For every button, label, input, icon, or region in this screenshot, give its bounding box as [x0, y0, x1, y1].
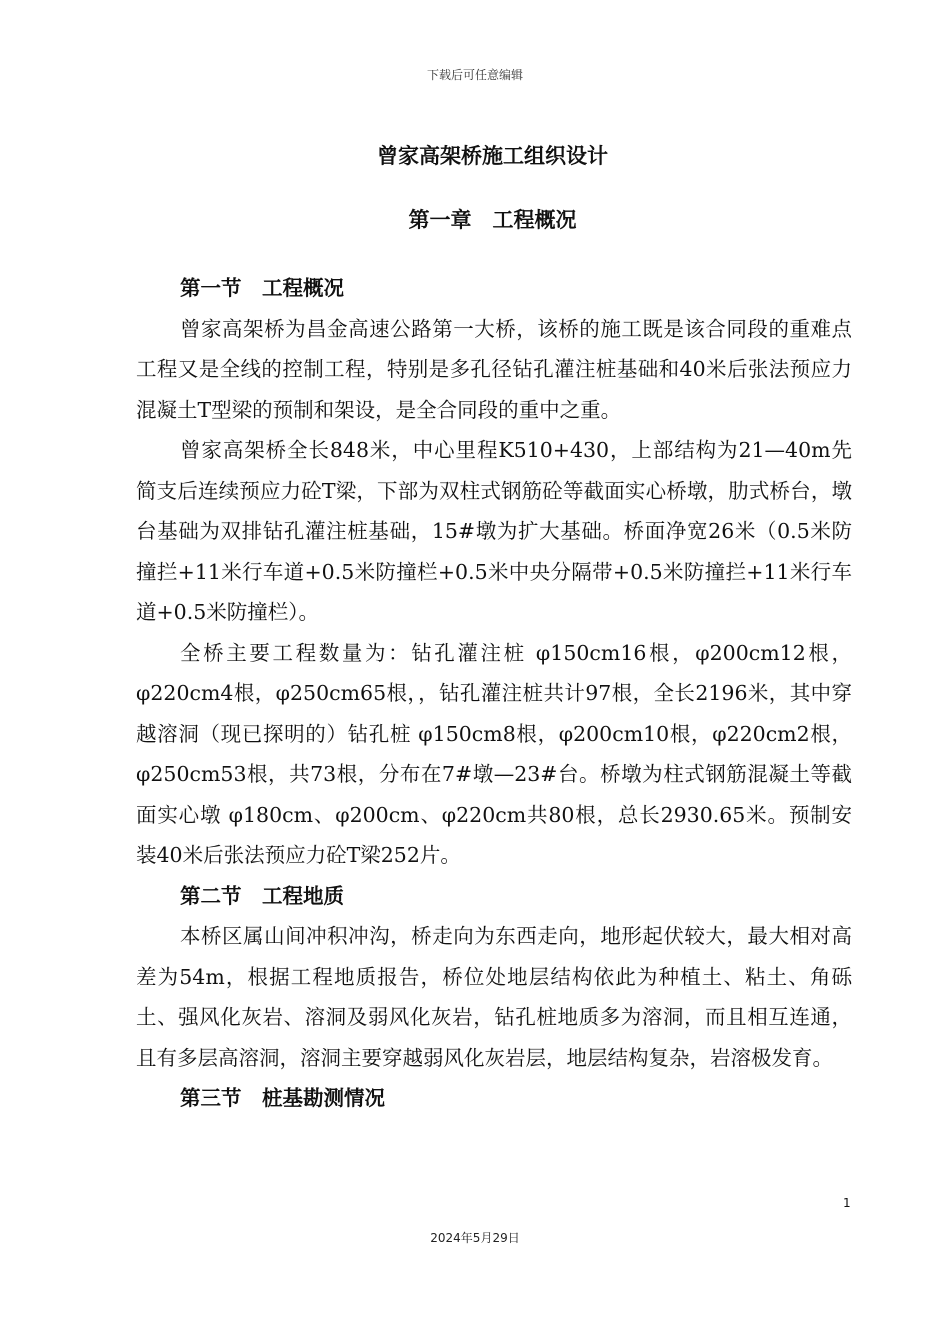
paragraph: 本桥区属山间冲积冲沟，桥走向为东西走向，地形起伏较大，最大相对高差为54m，根据工程地质报告，桥位处地层结构依此为种植土、粘土、角砾土、强风化灰岩、溶洞及弱风化灰岩，钻孔桩地质多为溶洞，而且相互连通，且有多层高溶洞，溶洞主要穿越弱风化灰岩层，地层结构复杂，岩溶极发育。	[136, 924, 852, 1070]
footer-date: 2024年5月29日	[430, 1231, 520, 1245]
chapter-title: 第一章 工程概况	[408, 208, 577, 232]
paragraph: 曾家高架桥全长848米，中心里程K510+430，上部结构为21—40m先简支后连续预应力砼T梁，下部为双柱式钢筋砼等截面实心桥墩，肋式桥台，墩台基础为双排钻孔灌注桩基础，15#墩为扩大基础。桥面净宽26米（0.5米防撞拦+11米行车道+0.5米防撞栏+0.5米中央分隔带+0.5米防撞拦+11米行车道+0.5米防撞栏）。	[136, 438, 852, 624]
header-note: 下载后可任意编辑	[426, 68, 523, 82]
paragraph: 全桥主要工程数量为：钻孔灌注桩 φ150cm16根，φ200cm12根，φ220cm4根，φ250cm65根，，钻孔灌注桩共计97根，全长2196米，其中穿越溶洞（现已探明的）钻孔桩 φ150cm8根，φ200cm10根，φ220cm2根，φ250cm53根，共73根，分布在7#墩—23#台。桥墩为柱式钢筋混凝土等截面实心墩 φ180cm、φ200cm、φ220cm共80根，总长2930.65米。预制安装40米后张法预应力砼T梁252片。	[136, 640, 852, 867]
page-number: 1	[843, 1196, 851, 1210]
section-heading-3: 第三节 桩基勘测情况	[180, 1086, 385, 1110]
document-title: 曾家高架桥施工组织设计	[377, 144, 608, 168]
document-body	[136, 268, 852, 1119]
section-heading-1: 第一节 工程概况	[180, 276, 344, 300]
paragraph: 曾家高架桥为昌金高速公路第一大桥，该桥的施工既是该合同段的重难点工程又是全线的控制工程，特别是多孔径钻孔灌注桩基础和40米后张法预应力混凝土T型梁的预制和架设，是全合同段的重中之重。	[136, 316, 852, 422]
section-heading-2: 第二节 工程地质	[180, 883, 344, 908]
